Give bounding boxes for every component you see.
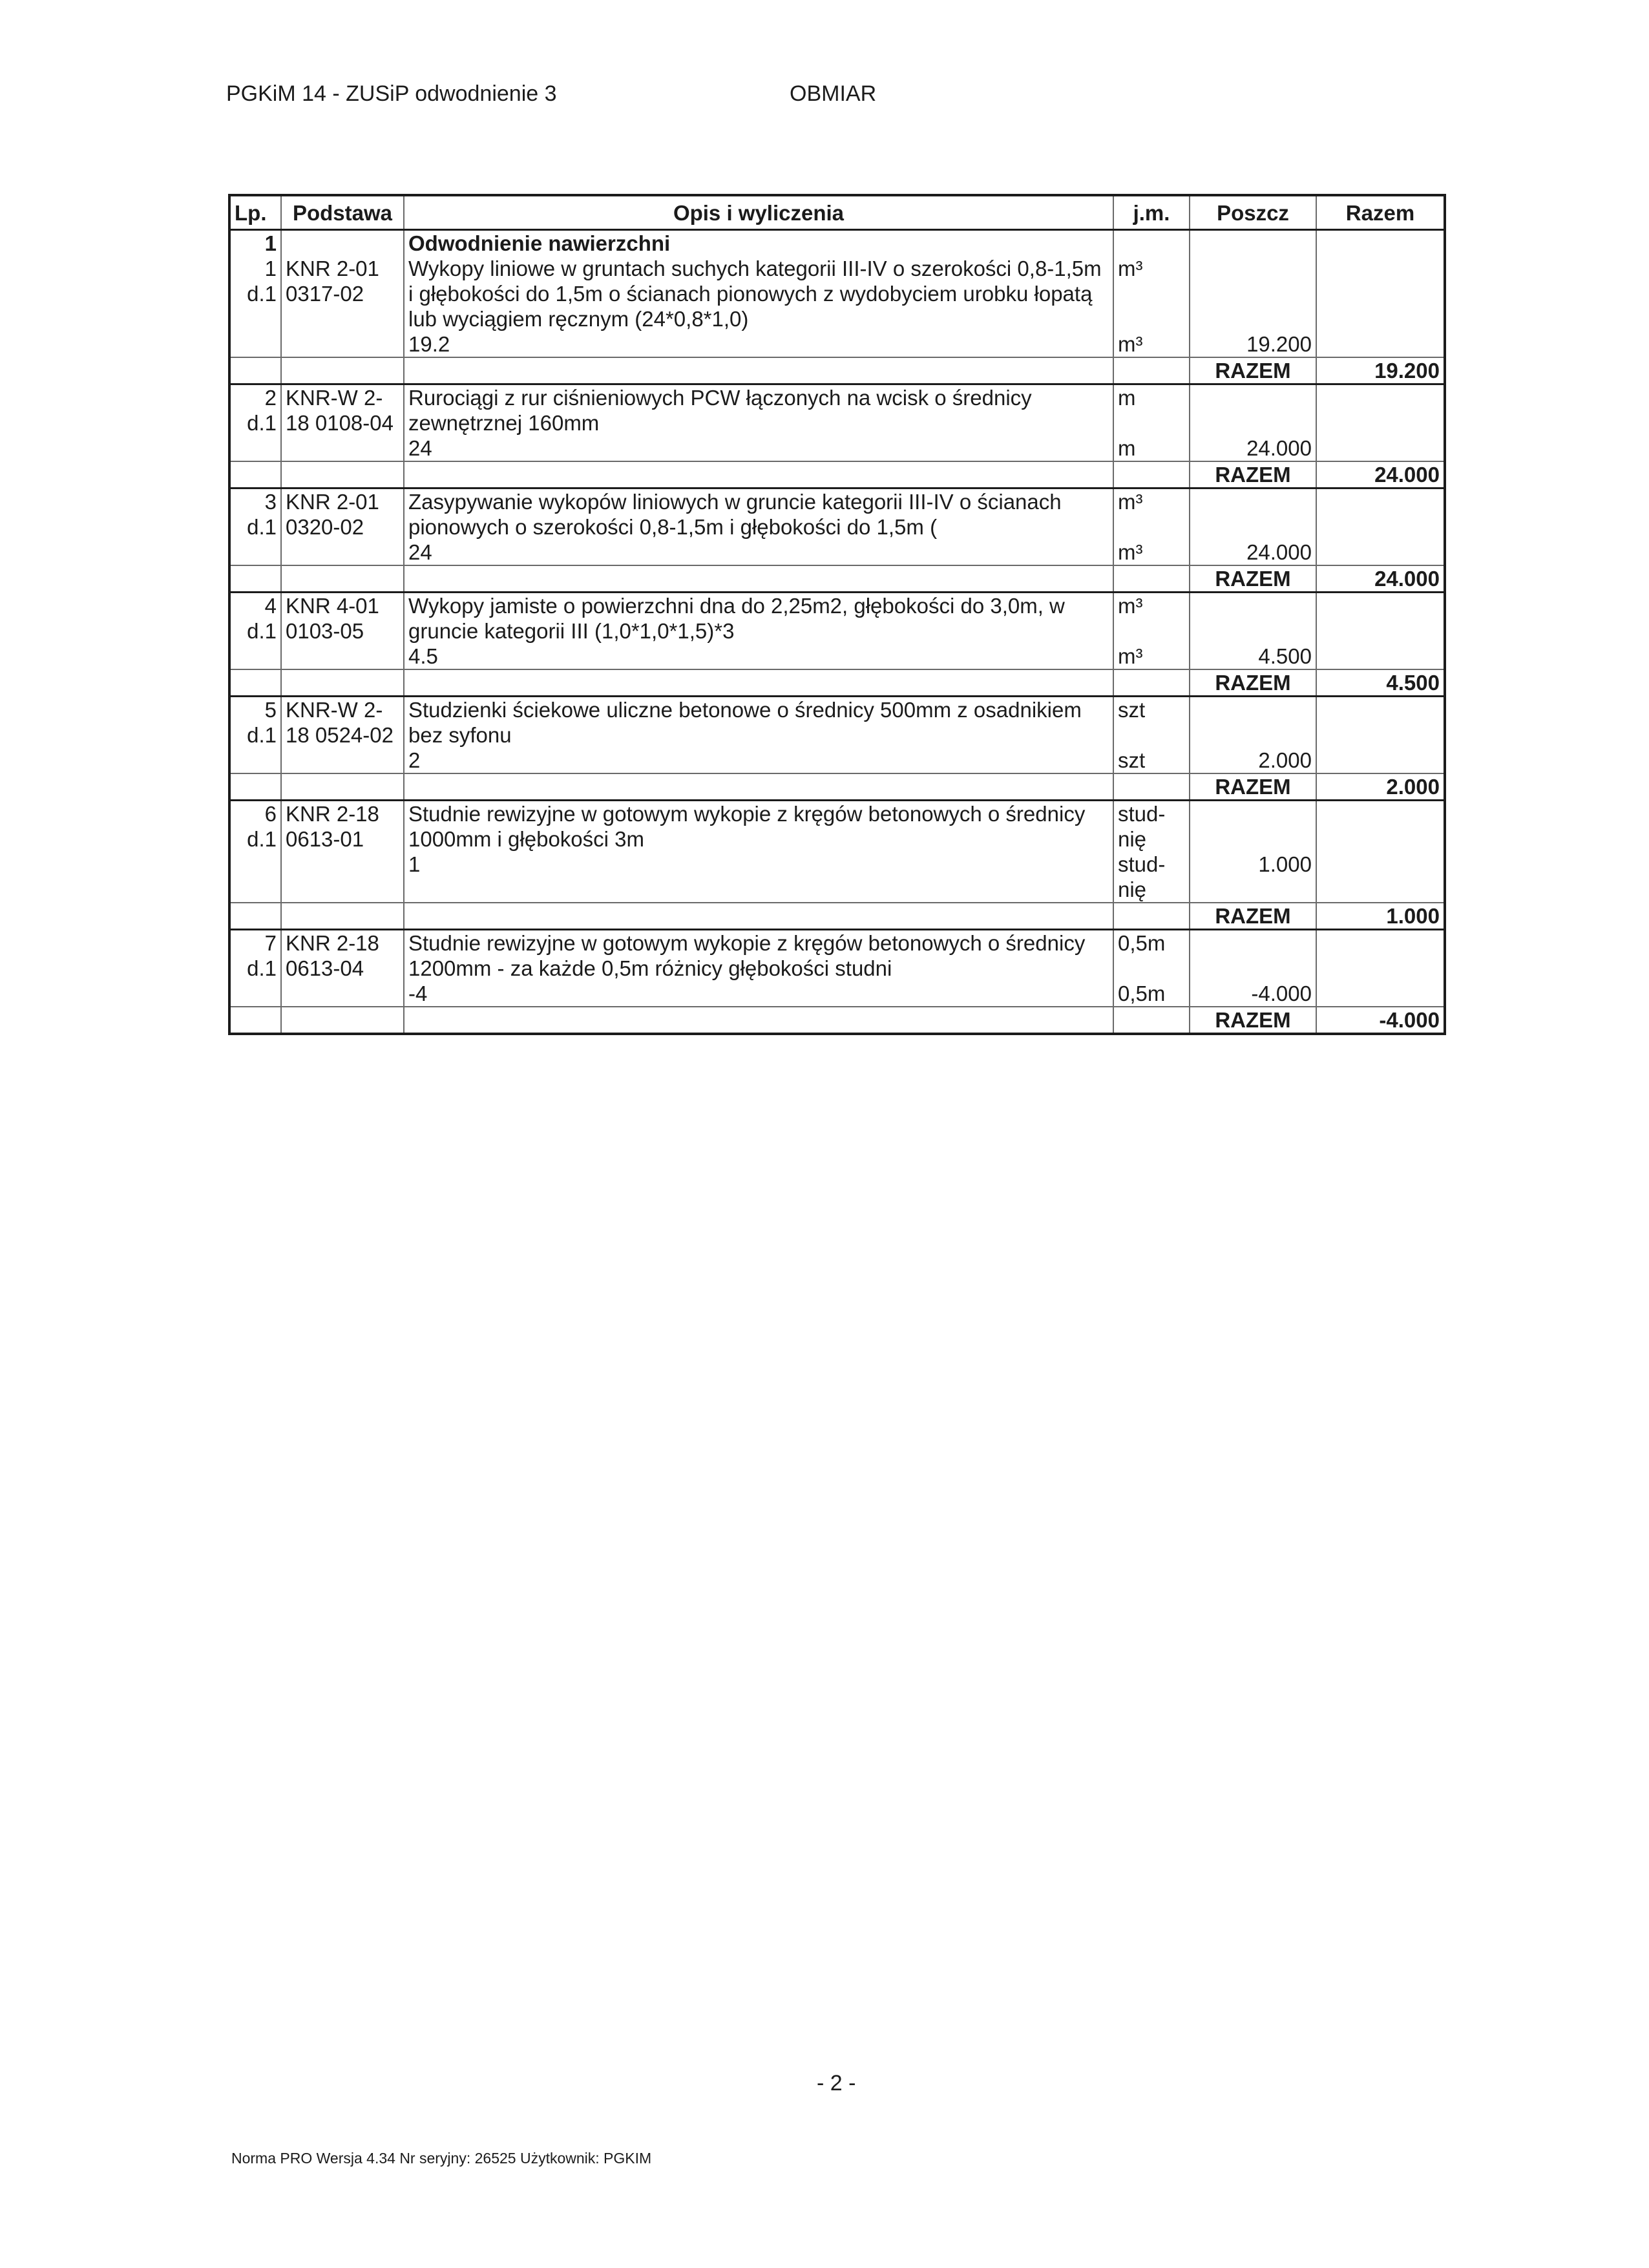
item-calc-row (229, 540, 1445, 565)
col-header-jm: j.m. (1113, 195, 1190, 230)
col-header-razem: Razem (1316, 195, 1445, 230)
razem-label: RAZEM (1190, 669, 1316, 697)
item-calc-unit: m (1113, 436, 1190, 461)
podstawa-position: 0613-04 (286, 956, 364, 980)
item-lp (229, 593, 281, 644)
item-description: Wykopy liniowe w gruntach suchych kategorii III-IV o szerokości 0,8-1,5m i głębokości do 1,5m o ścianach pionowych z wydobyciem urobku łopatą lub wyciągiem ręcznym (24*0,8*1,0) (404, 256, 1113, 331)
item-description: Rurociągi z rur ciśnieniowych PCW łączonych na wcisk o średnicy zewnętrznej 160mm (404, 384, 1113, 436)
razem-label: RAZEM (1190, 461, 1316, 488)
podstawa-catalog: KNR-W 2- (286, 698, 383, 722)
item-lp-number: 3 (264, 490, 277, 514)
item-lp (229, 488, 281, 540)
col-header-opis: Opis i wyliczenia (404, 195, 1113, 230)
item-lp-sub: d.1 (247, 515, 277, 539)
item-poszcz: -4.000 (1190, 981, 1316, 1007)
item-poszcz: 4.500 (1190, 644, 1316, 669)
podstawa-position: 18 0108-04 (286, 411, 394, 435)
item-lp-sub: d.1 (247, 956, 277, 980)
col-header-poszcz: Poszcz (1190, 195, 1316, 230)
section-row (229, 230, 1445, 257)
project-title: PGKiM 14 - ZUSiP odwodnienie 3 (226, 81, 557, 106)
item-unit: 0,5m (1113, 930, 1190, 982)
col-header-podstawa: Podstawa (281, 195, 404, 230)
item-calc-row (229, 981, 1445, 1007)
item-lp (229, 697, 281, 748)
item-calc-unit: szt (1113, 748, 1190, 773)
podstawa-position: 0320-02 (286, 515, 364, 539)
item-podstawa (281, 488, 404, 540)
item-calc-unit: stud-nię (1113, 852, 1190, 903)
item-unit: stud-nię (1113, 801, 1190, 852)
item-razem-row (229, 669, 1445, 697)
podstawa-catalog: KNR 2-01 (286, 490, 379, 514)
item-row (229, 801, 1445, 852)
item-calc-unit: m³ (1113, 540, 1190, 565)
razem-value: 2.000 (1316, 773, 1445, 801)
item-razem-row (229, 565, 1445, 593)
razem-label: RAZEM (1190, 1007, 1316, 1034)
section-title: Odwodnienie nawierzchni (404, 230, 1113, 257)
item-razem-row (229, 903, 1445, 930)
item-razem-row (229, 773, 1445, 801)
item-unit: m³ (1113, 488, 1190, 540)
item-description: Zasypywanie wykopów liniowych w gruncie kategorii III-IV o ścianach pionowych o szerokości 0,8-1,5m i głębokości do 1,5m ( (404, 488, 1113, 540)
page-number: - 2 - (817, 2071, 856, 2095)
item-lp (229, 256, 281, 331)
item-unit: szt (1113, 697, 1190, 748)
item-calc-unit: m³ (1113, 644, 1190, 669)
item-podstawa (281, 256, 404, 331)
item-calculation: 24 (404, 436, 1113, 461)
item-description: Studnie rewizyjne w gotowym wykopie z kręgów betonowych o średnicy 1200mm - za każde 0,5m różnicy głębokości studni (404, 930, 1113, 982)
podstawa-catalog: KNR 2-18 (286, 802, 379, 826)
table-header-row (229, 195, 1445, 230)
razem-label: RAZEM (1190, 357, 1316, 384)
col-header-lp: Lp. (229, 195, 281, 230)
item-poszcz: 24.000 (1190, 540, 1316, 565)
item-calculation: 24 (404, 540, 1113, 565)
podstawa-position: 0317-02 (286, 282, 364, 306)
item-row (229, 697, 1445, 748)
razem-label: RAZEM (1190, 903, 1316, 930)
item-calculation: 19.2 (404, 331, 1113, 357)
item-calculation: 1 (404, 852, 1113, 903)
item-calc-row (229, 644, 1445, 669)
podstawa-position: 0613-01 (286, 827, 364, 851)
razem-value: 4.500 (1316, 669, 1445, 697)
item-razem-row (229, 461, 1445, 488)
item-lp-sub: d.1 (247, 411, 277, 435)
item-description: Wykopy jamiste o powierzchni dna do 2,25m2, głębokości do 3,0m, w gruncie kategorii III (1,0*1,0*1,5)*3 (404, 593, 1113, 644)
item-calculation: 2 (404, 748, 1113, 773)
razem-label: RAZEM (1190, 773, 1316, 801)
podstawa-position: 18 0524-02 (286, 723, 394, 747)
item-lp-number: 6 (264, 802, 277, 826)
item-lp-sub: d.1 (247, 827, 277, 851)
item-lp (229, 930, 281, 982)
razem-value: -4.000 (1316, 1007, 1445, 1034)
podstawa-position: 0103-05 (286, 619, 364, 643)
item-description: Studzienki ściekowe uliczne betonowe o średnicy 500mm z osadnikiem bez syfonu (404, 697, 1113, 748)
item-calc-row (229, 436, 1445, 461)
item-calculation: 4.5 (404, 644, 1113, 669)
document-type: OBMIAR (790, 81, 877, 106)
item-description: Studnie rewizyjne w gotowym wykopie z kręgów betonowych o średnicy 1000mm i głębokości 3m (404, 801, 1113, 852)
item-row (229, 593, 1445, 644)
podstawa-catalog: KNR 2-18 (286, 931, 379, 955)
item-unit: m³ (1113, 593, 1190, 644)
item-row (229, 930, 1445, 982)
item-podstawa (281, 593, 404, 644)
item-unit: m (1113, 384, 1190, 436)
item-lp-sub: d.1 (247, 619, 277, 643)
razem-value: 24.000 (1316, 565, 1445, 593)
razem-value: 19.200 (1316, 357, 1445, 384)
podstawa-catalog: KNR-W 2- (286, 386, 383, 410)
item-podstawa (281, 697, 404, 748)
item-podstawa (281, 801, 404, 852)
item-lp-sub: d.1 (247, 723, 277, 747)
obmiar-table (228, 194, 1446, 1035)
footer-info: Norma PRO Wersja 4.34 Nr seryjny: 26525 Użytkownik: PGKIM (231, 2150, 652, 2167)
item-podstawa (281, 384, 404, 436)
item-lp-number: 4 (264, 594, 277, 618)
item-poszcz: 2.000 (1190, 748, 1316, 773)
item-row (229, 256, 1445, 331)
section-number: 1 (229, 230, 281, 257)
item-razem-row (229, 357, 1445, 384)
podstawa-catalog: KNR 4-01 (286, 594, 379, 618)
item-calculation: -4 (404, 981, 1113, 1007)
item-lp-sub: d.1 (247, 282, 277, 306)
item-lp-number: 2 (264, 386, 277, 410)
item-razem-row (229, 1007, 1445, 1034)
razem-label: RAZEM (1190, 565, 1316, 593)
item-podstawa (281, 930, 404, 982)
razem-value: 1.000 (1316, 903, 1445, 930)
item-poszcz: 19.200 (1190, 331, 1316, 357)
item-lp (229, 384, 281, 436)
item-calc-row (229, 748, 1445, 773)
item-row (229, 384, 1445, 436)
item-poszcz: 24.000 (1190, 436, 1316, 461)
razem-value: 24.000 (1316, 461, 1445, 488)
podstawa-catalog: KNR 2-01 (286, 257, 379, 280)
item-unit: m³ (1113, 256, 1190, 331)
item-lp (229, 801, 281, 852)
item-lp-number: 5 (264, 698, 277, 722)
item-poszcz: 1.000 (1190, 852, 1316, 903)
item-lp-number: 1 (264, 257, 277, 280)
item-calc-unit: 0,5m (1113, 981, 1190, 1007)
item-calc-row (229, 331, 1445, 357)
item-calc-row (229, 852, 1445, 903)
item-row (229, 488, 1445, 540)
item-lp-number: 7 (264, 931, 277, 955)
item-calc-unit: m³ (1113, 331, 1190, 357)
